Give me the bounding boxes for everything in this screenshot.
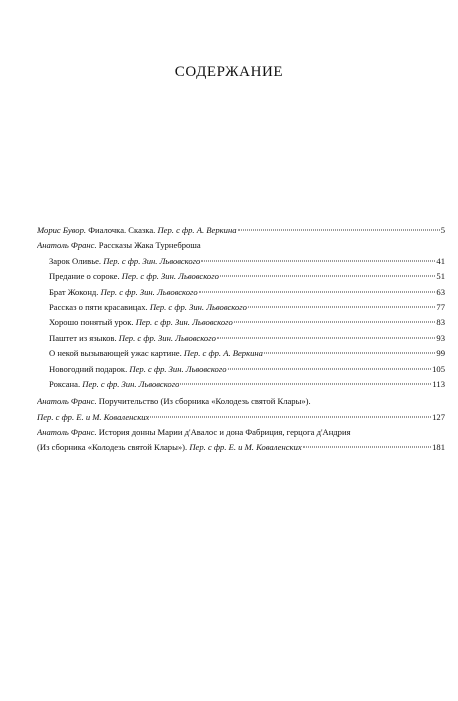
toc-page-number: 99 [436, 348, 445, 359]
toc-entry-text [49, 286, 198, 298]
toc-translator: Пер. с фр. Зин. Львовского [121, 271, 219, 282]
toc-entry [37, 363, 445, 375]
toc-translator: Пер. с фр. Зин. Львовского [118, 332, 216, 343]
toc-author: Морис Бувор. [37, 225, 89, 235]
toc-translator: Пер. с фр. Зин. Львовского [135, 317, 233, 328]
toc-translator: Пер. с фр. Зин. Львовского [149, 301, 247, 312]
toc-page-number: 93 [436, 332, 445, 343]
toc-work-title: Фиалочка. Сказка. [88, 225, 158, 235]
toc-entry-text [49, 378, 179, 390]
toc-page-number: 113 [432, 378, 445, 389]
toc-work-title: Хорошо понятый урок. [49, 317, 136, 328]
toc-work-title: Рассказ о пяти красавицах. [49, 301, 150, 312]
toc-entry-text [49, 255, 200, 267]
toc-entry [37, 378, 445, 390]
toc-entry-text [37, 239, 201, 251]
toc-entry-text [49, 301, 247, 313]
leader-dots [217, 337, 436, 338]
toc-translator: Пер. с фр. Зин. Львовского [103, 255, 201, 266]
toc-entry-text [37, 441, 302, 453]
toc-entry [37, 411, 445, 423]
toc-entry-text [49, 332, 216, 344]
leader-dots [199, 291, 436, 292]
toc-entry [37, 239, 445, 251]
toc-entry [37, 286, 445, 298]
leader-dots [234, 322, 436, 323]
toc-page-number: 63 [436, 286, 445, 297]
toc-author: Анатоль Франс. [37, 396, 99, 407]
page-title: СОДЕРЖАНИЕ [174, 64, 284, 80]
toc-entry-text [37, 224, 237, 236]
toc-entry [37, 395, 445, 407]
toc-translator: Пер. с фр. А. Веркина [183, 348, 263, 359]
toc-work-title: Новогодний подарок. [49, 363, 130, 374]
toc-translator: Пер. с фр. Е. и М. Коваленских [37, 411, 150, 422]
leader-dots [228, 368, 432, 369]
toc-entry-text [49, 347, 263, 359]
toc-page-number: 127 [432, 411, 445, 422]
toc-entry [37, 347, 445, 359]
leader-dots [201, 260, 435, 261]
leader-dots [180, 383, 431, 384]
leader-dots [150, 416, 431, 417]
toc-author: Анатоль Франс. [37, 427, 99, 438]
toc-entry [37, 255, 445, 267]
toc-translator: Пер. с фр. Зин. Львовского [129, 363, 227, 374]
toc-entry [37, 301, 445, 313]
toc-entry [37, 441, 445, 453]
toc-entry [37, 426, 445, 438]
toc-entry [37, 332, 445, 344]
toc-translator: Пер. с фр. Зин. Львовского [82, 378, 180, 389]
toc-entry [37, 270, 445, 282]
table-of-contents [37, 224, 445, 457]
toc-work-title: Предание о сороке. [49, 271, 122, 282]
toc-entry-text [49, 316, 233, 328]
toc-entry-text [37, 395, 311, 407]
toc-work-title: Рассказы Жака Турнеброша [98, 240, 201, 251]
toc-translator: Пер. с фр. А. Веркина [157, 225, 237, 235]
leader-dots [264, 353, 435, 354]
leader-dots [248, 306, 435, 307]
toc-page-number: 41 [436, 255, 445, 266]
toc-entry-text [37, 411, 149, 423]
toc-page-number: 77 [436, 301, 445, 312]
toc-work-title: Роксана. [49, 378, 83, 389]
leader-dots [303, 447, 431, 448]
toc-entry-text [49, 270, 219, 282]
toc-page-number: 51 [436, 271, 445, 282]
toc-page-number: 5 [440, 225, 445, 235]
toc-page-number: 83 [436, 317, 445, 328]
toc-work-title: История донны Марии д'Авалос и дона Фабриция, герцога д'Андрия [98, 427, 351, 438]
toc-work-title: (Из сборника «Колодезь святой Клары»). [37, 442, 190, 453]
leader-dots [220, 276, 436, 277]
leader-dots [238, 230, 440, 231]
toc-translator: Пер. с фр. Зин. Львовского [100, 286, 198, 297]
toc-work-title: О некой вызывающей ужас картине. [49, 348, 184, 359]
toc-work-title: Зарок Оливье. [49, 255, 104, 266]
toc-translator: Пер. с фр. Е. и М. Коваленских [189, 442, 302, 453]
toc-page-number: 181 [432, 442, 445, 453]
toc-entry [37, 316, 445, 328]
toc-entry-text [49, 363, 227, 375]
toc-author: Анатоль Франс. [37, 240, 99, 251]
toc-page-number: 105 [432, 363, 445, 374]
toc-entry-text [37, 426, 351, 438]
toc-entry [37, 224, 445, 236]
toc-work-title: Поручительство (Из сборника «Колодезь святой Клары»). [98, 396, 311, 407]
toc-work-title: Брат Жоконд. [49, 286, 101, 297]
toc-work-title: Паштет из языков. [49, 332, 119, 343]
